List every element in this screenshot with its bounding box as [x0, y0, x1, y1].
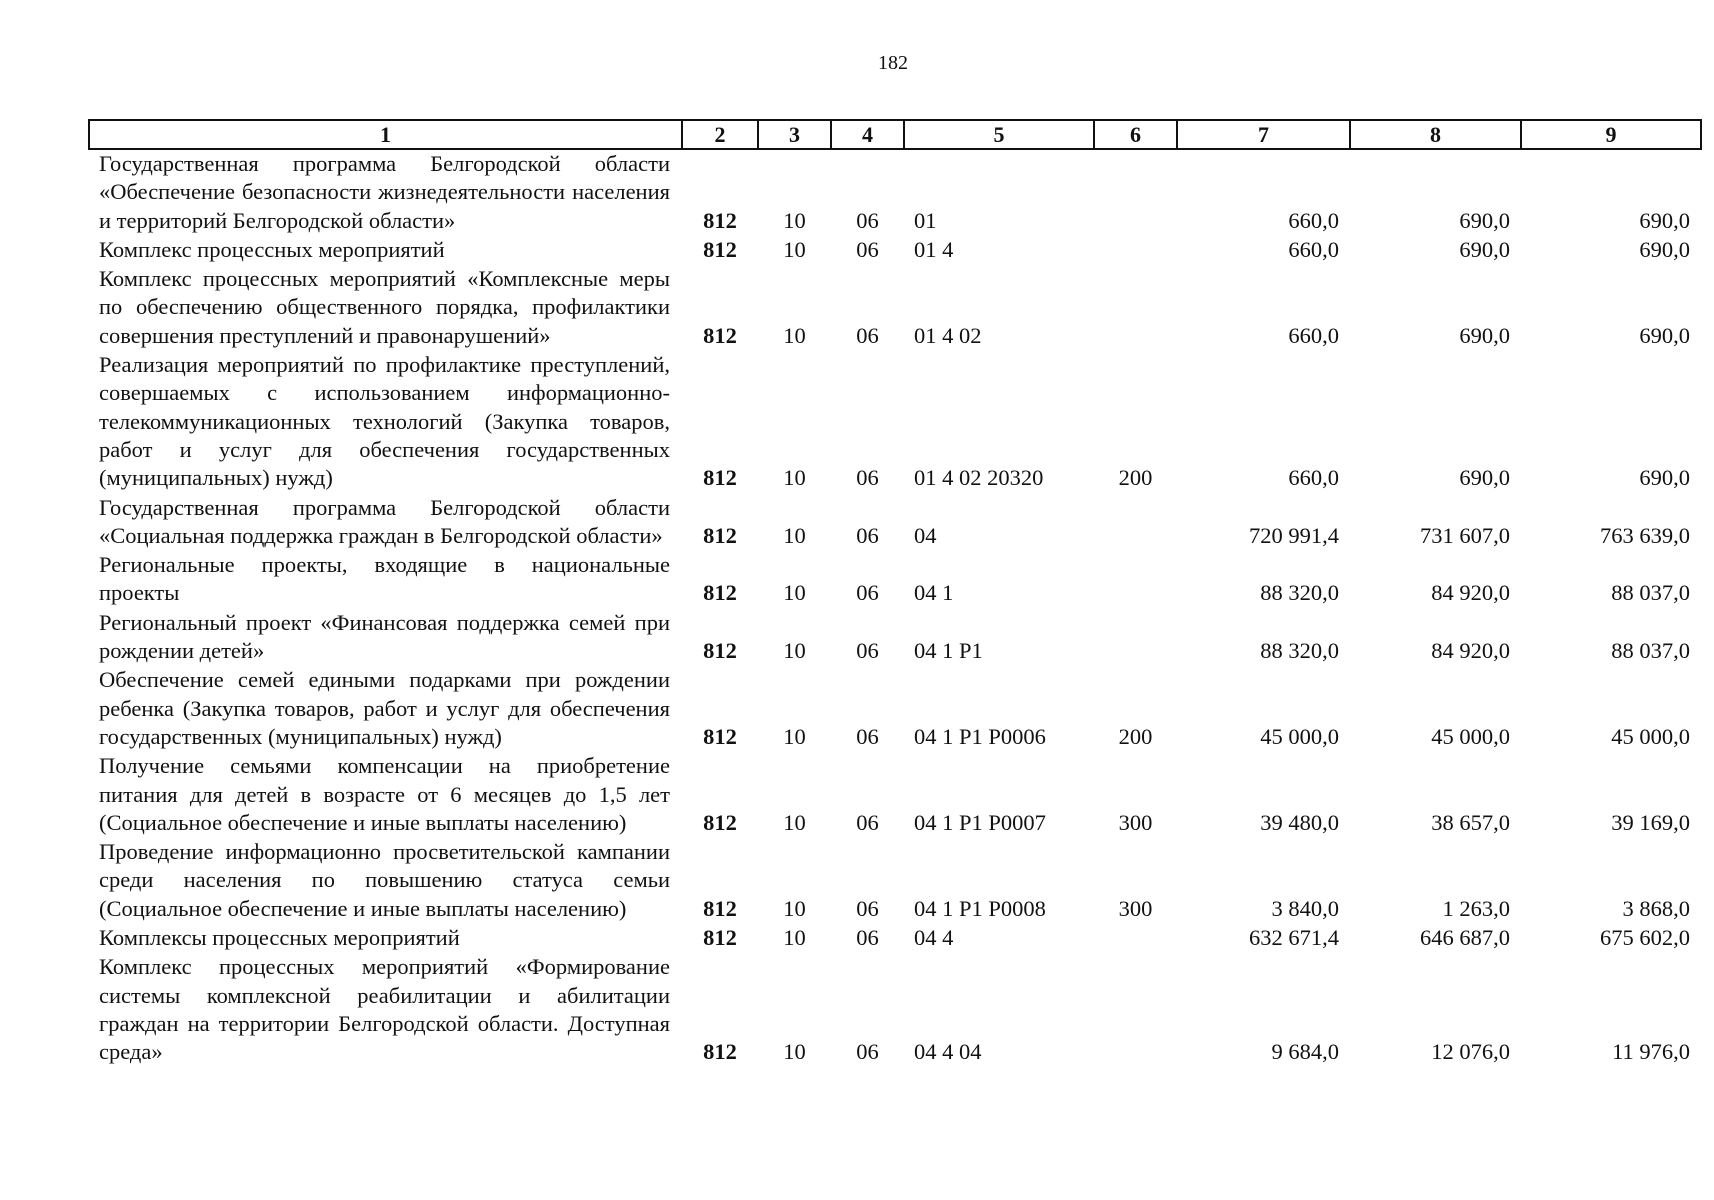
- row-value-3-cell: 690,0: [1639, 322, 1690, 348]
- row-ved-cell: 812: [703, 925, 737, 951]
- row-expense-type-cell: [1094, 609, 1177, 667]
- row-target-article-cell: 04 1 P1 P0006: [914, 723, 1046, 749]
- row-name-cell: Региональный проект «Финансовая поддержка семей при рождении детей»: [99, 609, 670, 664]
- row-subsection-cell: 06: [856, 207, 879, 233]
- row-section-cell: 10: [783, 1039, 806, 1065]
- row-value-1-cell: 660,0: [1288, 465, 1339, 491]
- table-row: [89, 609, 1701, 667]
- row-name-cell: Комплекс процессных мероприятий: [99, 236, 445, 262]
- page-number: 182: [878, 52, 908, 74]
- row-ved-cell: 812: [703, 1039, 737, 1065]
- row-value-3-cell: 11 976,0: [1612, 1039, 1690, 1065]
- row-subsection-cell: 06: [856, 322, 879, 348]
- row-value-3-cell: 675 602,0: [1600, 925, 1690, 951]
- row-value-3-cell: 763 639,0: [1600, 522, 1690, 548]
- row-section-cell: 10: [783, 207, 806, 233]
- row-section-cell: 10: [783, 236, 806, 262]
- row-target-article-cell: 04 1 P1 P0007: [914, 809, 1046, 835]
- row-expense-type-cell: 200: [1118, 723, 1153, 749]
- row-value-3-cell: 3 868,0: [1622, 895, 1690, 921]
- header-col-6: 6: [1094, 120, 1177, 149]
- row-value-2-cell: 690,0: [1459, 322, 1510, 348]
- table-row: [89, 666, 1701, 752]
- row-value-2-cell: 690,0: [1459, 236, 1510, 262]
- header-col-1: 1: [89, 120, 682, 149]
- row-ved-cell: 812: [703, 638, 737, 664]
- row-target-article-cell: 04: [914, 522, 937, 548]
- budget-table: [88, 119, 1702, 1068]
- row-ved-cell: 812: [703, 723, 737, 749]
- row-name-cell: Государственная программа Белгородской области «Социальная поддержка граждан в Белгородской области»: [99, 494, 670, 548]
- row-value-2-cell: 690,0: [1459, 207, 1510, 233]
- row-subsection-cell: 06: [856, 925, 879, 951]
- row-value-1-cell: 3 840,0: [1271, 895, 1339, 921]
- row-value-2-cell: 45 000,0: [1431, 723, 1510, 749]
- table-row: [89, 149, 1701, 236]
- row-section-cell: 10: [783, 809, 806, 835]
- row-target-article-cell: 04 1 P1 P0008: [914, 895, 1046, 921]
- header-col-3: 3: [758, 120, 831, 149]
- row-target-article-cell: 04 4: [914, 925, 954, 951]
- row-value-1-cell: 88 320,0: [1260, 638, 1339, 664]
- header-col-2: 2: [682, 120, 758, 149]
- row-value-3-cell: 690,0: [1639, 236, 1690, 262]
- table-row: [89, 351, 1701, 493]
- row-value-2-cell: 646 687,0: [1420, 925, 1510, 951]
- row-ved-cell: 812: [703, 580, 737, 606]
- row-expense-type-cell: [1094, 236, 1177, 265]
- row-subsection-cell: 06: [856, 895, 879, 921]
- row-value-2-cell: 12 076,0: [1431, 1039, 1510, 1065]
- row-value-2-cell: 690,0: [1459, 465, 1510, 491]
- table-row: [89, 752, 1701, 838]
- row-section-cell: 10: [783, 465, 806, 491]
- table-row: [89, 494, 1701, 552]
- row-value-2-cell: 731 607,0: [1420, 522, 1510, 548]
- header-col-8: 8: [1350, 120, 1521, 149]
- row-name-cell: Реализация мероприятий по профилактике преступлений, совершаемых с использованием информационно-телекоммуникационных технологий (Закупка товаров, работ и услуг для обеспечения государственных (муниципальных) нужд): [99, 352, 670, 491]
- row-name-cell: Комплекс процессных мероприятий «Формирование системы комплексной реабилитации и абилитации граждан на территории Белгородской области. Доступная среда»: [99, 954, 670, 1065]
- row-value-1-cell: 39 480,0: [1260, 809, 1339, 835]
- row-expense-type-cell: 200: [1118, 465, 1153, 491]
- row-name-cell: Проведение информационно просветительской кампании среди населения по повышению статуса семьи (Социальное обеспечение и иные выплаты населению): [99, 839, 670, 921]
- row-target-article-cell: 01 4 02: [914, 322, 982, 348]
- row-section-cell: 10: [783, 522, 806, 548]
- table-row: [89, 838, 1701, 924]
- row-value-3-cell: 39 169,0: [1611, 809, 1690, 835]
- row-value-3-cell: 88 037,0: [1611, 580, 1690, 606]
- row-section-cell: 10: [783, 638, 806, 664]
- row-section-cell: 10: [783, 580, 806, 606]
- row-ved-cell: 812: [703, 322, 737, 348]
- row-value-1-cell: 660,0: [1288, 322, 1339, 348]
- row-ved-cell: 812: [703, 465, 737, 491]
- row-value-1-cell: 88 320,0: [1260, 580, 1339, 606]
- row-value-1-cell: 45 000,0: [1260, 723, 1339, 749]
- row-value-2-cell: 1 263,0: [1442, 895, 1510, 921]
- row-value-3-cell: 88 037,0: [1611, 638, 1690, 664]
- row-subsection-cell: 06: [856, 465, 879, 491]
- row-name-cell: Государственная программа Белгородской области «Обеспечение безопасности жизнедеятельности населения и территорий Белгородской области»: [99, 151, 670, 233]
- row-value-2-cell: 38 657,0: [1431, 809, 1510, 835]
- table-row: [89, 551, 1701, 609]
- row-target-article-cell: 04 1 P1: [914, 638, 983, 664]
- row-ved-cell: 812: [703, 522, 737, 548]
- row-value-2-cell: 84 920,0: [1431, 580, 1510, 606]
- row-subsection-cell: 06: [856, 1039, 879, 1065]
- table-row: [89, 953, 1701, 1067]
- row-value-3-cell: 45 000,0: [1611, 723, 1690, 749]
- row-expense-type-cell: [1094, 953, 1177, 1067]
- row-expense-type-cell: [1094, 149, 1177, 236]
- row-name-cell: Получение семьями компенсации на приобретение питания для детей в возрасте от 6 месяцев до 1,5 лет (Социальное обеспечение и иные выплаты населению): [99, 753, 670, 835]
- row-name-cell: Комплекс процессных мероприятий «Комплексные меры по обеспечению общественного порядка, профилактики совершения преступлений и правонарушений»: [99, 266, 670, 348]
- row-target-article-cell: 04 1: [914, 580, 954, 606]
- row-value-3-cell: 690,0: [1639, 465, 1690, 491]
- row-section-cell: 10: [783, 925, 806, 951]
- row-subsection-cell: 06: [856, 236, 879, 262]
- row-target-article-cell: 04 4 04: [914, 1039, 982, 1065]
- row-subsection-cell: 06: [856, 809, 879, 835]
- row-value-2-cell: 84 920,0: [1431, 638, 1510, 664]
- row-ved-cell: 812: [703, 895, 737, 921]
- row-expense-type-cell: 300: [1118, 809, 1153, 835]
- table-row: [89, 265, 1701, 351]
- row-subsection-cell: 06: [856, 638, 879, 664]
- row-target-article-cell: 01 4: [914, 236, 954, 262]
- row-value-1-cell: 660,0: [1288, 236, 1339, 262]
- row-target-article-cell: 01 4 02 20320: [914, 465, 1044, 491]
- row-target-article-cell: 01: [914, 207, 937, 233]
- row-value-1-cell: 660,0: [1288, 207, 1339, 233]
- table-header-row: [89, 120, 1701, 149]
- table-row: [89, 924, 1701, 953]
- row-subsection-cell: 06: [856, 522, 879, 548]
- row-expense-type-cell: 300: [1118, 895, 1153, 921]
- row-value-3-cell: 690,0: [1639, 207, 1690, 233]
- row-subsection-cell: 06: [856, 723, 879, 749]
- row-expense-type-cell: [1094, 924, 1177, 953]
- row-name-cell: Комплексы процессных мероприятий: [99, 925, 460, 951]
- header-col-4: 4: [831, 120, 904, 149]
- header-col-5: 5: [904, 120, 1094, 149]
- row-section-cell: 10: [783, 895, 806, 921]
- row-expense-type-cell: [1094, 551, 1177, 609]
- row-section-cell: 10: [783, 723, 806, 749]
- row-name-cell: Обеспечение семей едиными подарками при рождении ребенка (Закупка товаров, работ и услуг для обеспечения государственных (муниципальных) нужд): [99, 667, 670, 749]
- table-row: [89, 236, 1701, 265]
- row-value-1-cell: 720 991,4: [1249, 522, 1339, 548]
- row-value-1-cell: 9 684,0: [1271, 1039, 1339, 1065]
- row-ved-cell: 812: [703, 236, 737, 262]
- row-ved-cell: 812: [703, 809, 737, 835]
- row-subsection-cell: 06: [856, 580, 879, 606]
- row-section-cell: 10: [783, 322, 806, 348]
- row-value-1-cell: 632 671,4: [1249, 925, 1339, 951]
- header-col-7: 7: [1177, 120, 1350, 149]
- row-expense-type-cell: [1094, 494, 1177, 552]
- row-ved-cell: 812: [703, 207, 737, 233]
- row-expense-type-cell: [1094, 265, 1177, 351]
- row-name-cell: Региональные проекты, входящие в национальные проекты: [99, 552, 670, 606]
- header-col-9: 9: [1521, 120, 1701, 149]
